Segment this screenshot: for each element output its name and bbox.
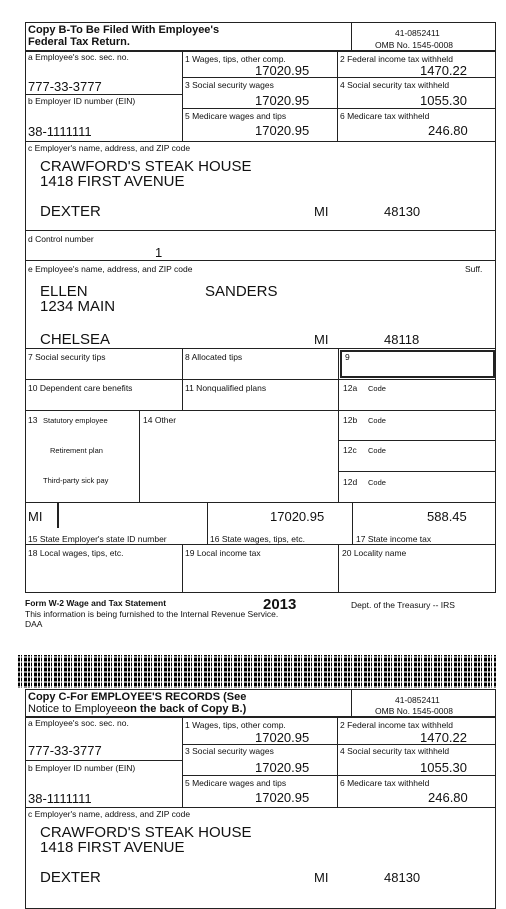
box-7-label: 7 Social security tips (28, 352, 106, 362)
suff-label: Suff. (465, 264, 483, 274)
c-box-5-label: 5 Medicare wages and tips (185, 778, 287, 788)
box-e-label: e Employee's name, address, and ZIP code (28, 264, 193, 274)
treasury-label: Dept. of the Treasury -- IRS (351, 600, 455, 610)
box-17-label: 17 State income tax (356, 534, 432, 544)
box-20-label: 20 Locality name (342, 548, 407, 558)
irs-notice: This information is being furnished to the Internal Revenue Service. (25, 609, 279, 619)
box-11-label: 11 Nonqualified plans (185, 383, 267, 393)
box-8-label: 8 Allocated tips (185, 352, 243, 362)
box-12b-code: Code (368, 416, 386, 425)
box-9-shaded (340, 350, 495, 378)
copy-c-omb: OMB No. 1545-0008 (375, 706, 453, 716)
box-12c-code: Code (368, 446, 386, 455)
box-a-label: a Employee's soc. sec. no. (28, 52, 129, 62)
retirement-plan: Retirement plan (50, 446, 103, 455)
c-box-3-value: 17020.95 (255, 760, 310, 775)
box-a-value: 777-33-3777 (28, 79, 102, 94)
employee-first-name: ELLEN (40, 283, 88, 300)
copy-c-title-1: Copy C-For EMPLOYEE'S RECORDS (See (28, 691, 247, 703)
c-box-b-label: b Employer ID number (EIN) (28, 763, 136, 773)
box-b-value: 38-1111111 (28, 124, 92, 139)
form-title: Form W-2 Wage and Tax Statement (25, 598, 167, 608)
copy-b-omb: OMB No. 1545-0008 (375, 40, 453, 50)
employer-city: DEXTER (40, 203, 101, 220)
employee-last-name: SANDERS (205, 283, 278, 300)
box-12a-code: Code (368, 384, 386, 393)
c-employer-city: DEXTER (40, 869, 101, 886)
c-box-b-value: 38-1111111 (28, 791, 92, 806)
c-employer-state: MI (314, 870, 329, 885)
employer-zip: 48130 (384, 204, 421, 219)
employer-street: 1418 FIRST AVENUE (40, 173, 185, 190)
employee-zip: 48118 (384, 332, 420, 347)
c-box-6-label: 6 Medicare tax withheld (340, 778, 430, 788)
employer-state: MI (314, 204, 329, 219)
c-employer-zip: 48130 (384, 870, 421, 885)
c-box-4-value: 1055.30 (420, 760, 467, 775)
c-box-1-value: 17020.95 (255, 730, 310, 745)
employee-city: CHELSEA (40, 331, 111, 348)
employee-state: MI (314, 332, 329, 347)
c-box-2-value: 1470.22 (420, 730, 467, 745)
box-4-label: 4 Social security tax withheld (340, 80, 450, 90)
c-box-a-label: a Employee's soc. sec. no. (28, 718, 129, 728)
box-2-value: 1470.22 (420, 63, 467, 78)
box-14-label: 14 Other (143, 415, 177, 425)
c-box-5-value: 17020.95 (255, 790, 310, 805)
box-d-value: 1 (155, 245, 163, 260)
daa-label: DAA (25, 619, 43, 629)
box-13-label: 13 (28, 415, 38, 425)
box-12d-code: Code (368, 478, 386, 487)
box-2-label: 2 Federal income tax withheld (340, 54, 453, 64)
box-18-label: 18 Local wages, tips, etc. (28, 548, 124, 558)
copy-c-title-2b: on the back of Copy B.) (123, 703, 247, 715)
box-16-label: 16 State wages, tips, etc. (210, 534, 305, 544)
box-6-value: 246.80 (428, 123, 468, 138)
box-12d-label: 12d (343, 477, 358, 487)
c-box-c-label: c Employer's name, address, and ZIP code (28, 809, 191, 819)
c-box-a-value: 777-33-3777 (28, 743, 102, 758)
box-9-label: 9 (345, 352, 350, 362)
state-code: MI (28, 509, 43, 524)
copy-b-ein-top: 41-0852411 (395, 28, 440, 38)
copy-c-title-2a: Notice to Employee (28, 703, 124, 715)
copy-b-title-2: Federal Tax Return. (28, 36, 130, 48)
tax-year: 2013 (263, 596, 297, 613)
box-1-label: 1 Wages, tips, other comp. (185, 54, 286, 64)
box-4-value: 1055.30 (420, 93, 467, 108)
box-12b-label: 12b (343, 415, 358, 425)
box-3-label: 3 Social security wages (185, 80, 274, 90)
box-3-value: 17020.95 (255, 93, 310, 108)
state-wages: 17020.95 (270, 509, 325, 524)
box-12c-label: 12c (343, 445, 357, 455)
box-5-value: 17020.95 (255, 123, 310, 138)
box-1-value: 17020.95 (255, 63, 310, 78)
copy-b-title-1: Copy B-To Be Filed With Employee's (28, 24, 220, 36)
employer-name: CRAWFORD'S STEAK HOUSE (40, 158, 252, 175)
employee-street: 1234 MAIN (40, 298, 116, 315)
copy-c-title-2 (28, 704, 246, 715)
c-box-4-label: 4 Social security tax withheld (340, 746, 450, 756)
box-19-label: 19 Local income tax (185, 548, 261, 558)
box-5-label: 5 Medicare wages and tips (185, 111, 287, 121)
box-b-label: b Employer ID number (EIN) (28, 96, 136, 106)
box-15-label: 15 State Employer's state ID number (28, 534, 167, 544)
third-party-sick-pay: Third-party sick pay (43, 476, 109, 485)
c-box-3-label: 3 Social security wages (185, 746, 274, 756)
statutory-employee: Statutory employee (43, 416, 108, 425)
box-c-label: c Employer's name, address, and ZIP code (28, 143, 191, 153)
c-box-6-value: 246.80 (428, 790, 468, 805)
box-d-label: d Control number (28, 234, 94, 244)
box-10-label: 10 Dependent care benefits (28, 383, 133, 393)
c-employer-street: 1418 FIRST AVENUE (40, 839, 185, 856)
c-employer-name: CRAWFORD'S STEAK HOUSE (40, 824, 252, 841)
c-box-1-label: 1 Wages, tips, other comp. (185, 720, 286, 730)
box-12a-label: 12a (343, 383, 358, 393)
barcode (18, 655, 496, 688)
state-income-tax: 588.45 (427, 509, 467, 524)
c-box-2-label: 2 Federal income tax withheld (340, 720, 453, 730)
box-6-label: 6 Medicare tax withheld (340, 111, 430, 121)
copy-c-ein-top: 41-0852411 (395, 695, 440, 705)
